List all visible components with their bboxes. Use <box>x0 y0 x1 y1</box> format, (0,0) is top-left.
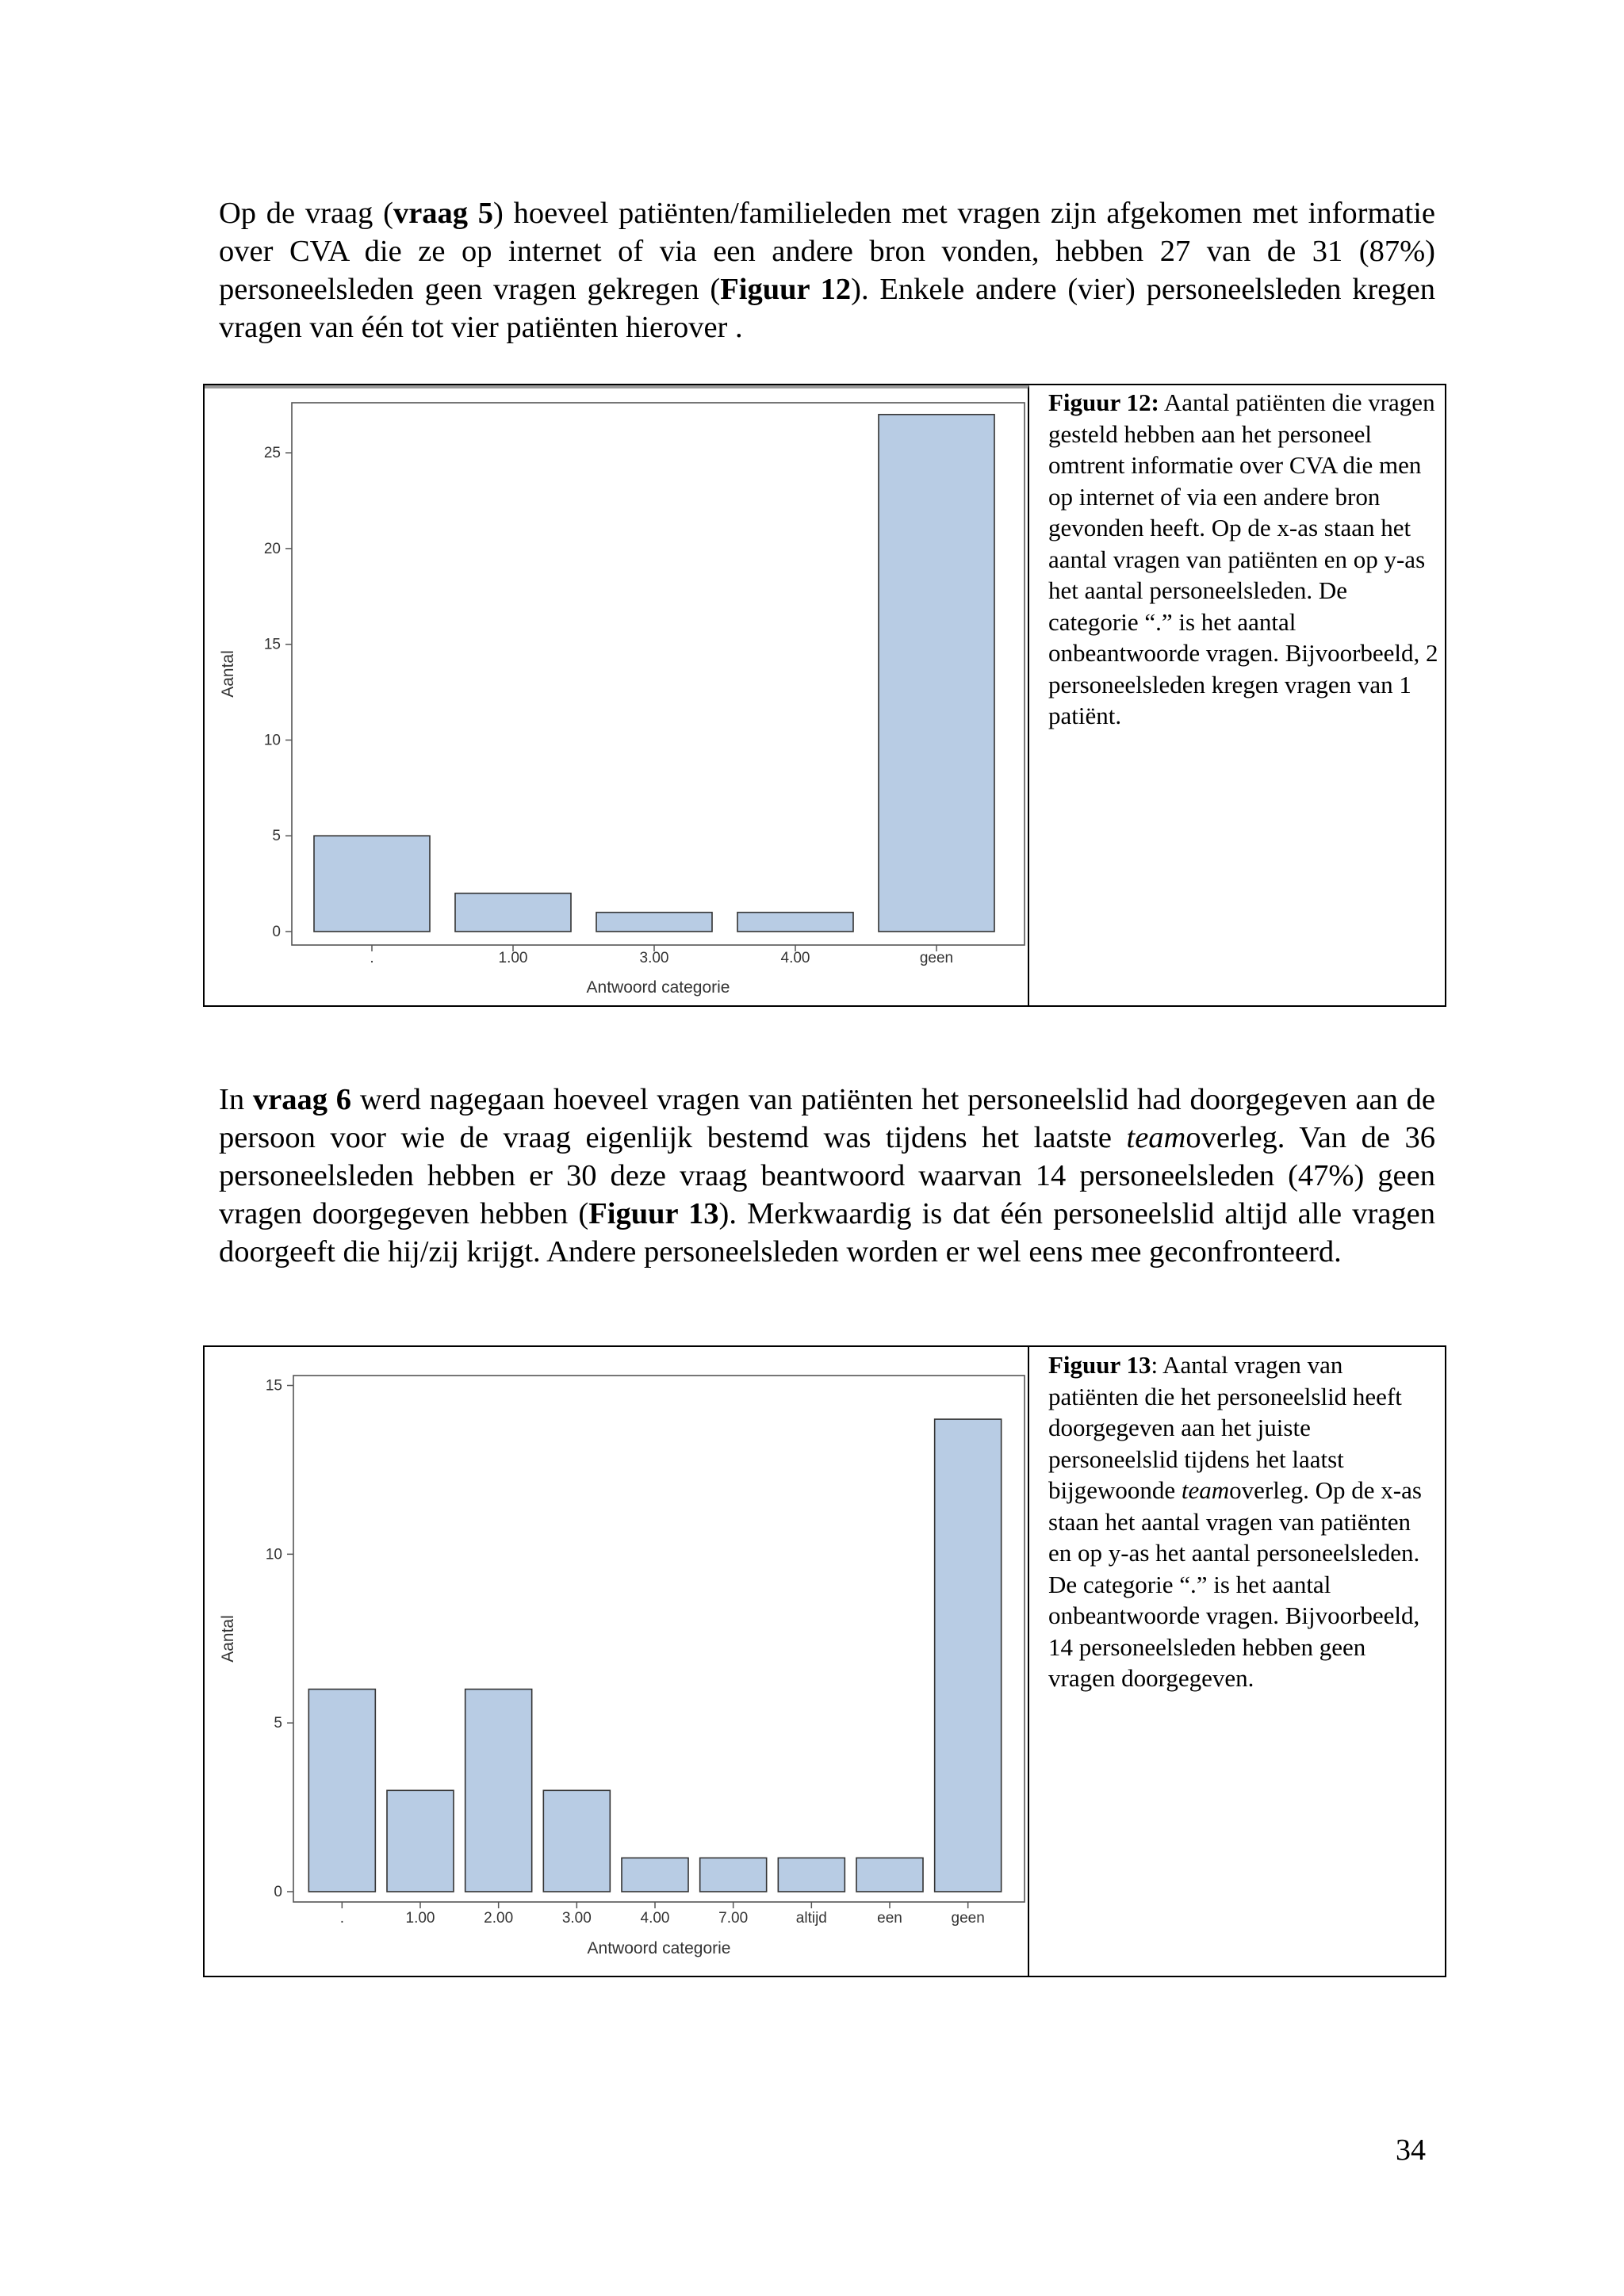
y-axis-label: Aantal <box>219 650 237 698</box>
x-axis-label: Antwoord categorie <box>587 1939 731 1957</box>
y-tick-label: 25 <box>263 445 281 462</box>
x-tick-label: 1.00 <box>405 1910 435 1927</box>
figure-13-bar-chart <box>205 1347 1026 1976</box>
y-tick-label: 15 <box>263 636 281 653</box>
text: ) hoeveel patiënten/familieleden met vragen zijn afgekomen met informatie over CVA die ze op internet of via een andere bron vonden, hebben 27 van de 31 (87%) personeelsleden geen vragen gekregen ( <box>219 197 1435 306</box>
bar <box>596 913 712 932</box>
text: Op de vraag ( <box>219 197 393 230</box>
text: ). Enkele andere (vier) personeelsleden kregen vragen van één tot vier patiënten hierover . <box>219 273 1435 344</box>
bar <box>935 1419 1002 1892</box>
x-axis-label: Antwoord categorie <box>586 978 730 997</box>
x-tick-label: 4.00 <box>780 950 810 966</box>
x-tick-label: 4.00 <box>640 1910 670 1927</box>
figure-reference: Figuur 13 <box>588 1197 719 1230</box>
bar <box>622 1858 688 1892</box>
y-tick-label: 5 <box>272 828 281 845</box>
caption-text: Aantal patiënten die vragen gesteld hebben aan het personeel omtrent informatie over CVA die men op internet of via een andere bron gevonden heeft. Op de x-as staan het aantal vragen van patiënten en op y-as het aantal personeelsleden. De categorie “.” is het aantal onbeantwoorde vragen. Bijvoorbeeld, 2 personeelsleden kregen vragen van 1 patiënt. <box>1048 388 1438 729</box>
y-tick-label: 10 <box>263 732 281 749</box>
figure-12-chart-area <box>205 385 1029 1005</box>
x-tick-label: 3.00 <box>639 950 669 966</box>
caption-label: Figuur 13 <box>1048 1351 1151 1379</box>
figure-13-caption <box>1048 1349 1438 1694</box>
caption-italic-text: team <box>1181 1476 1230 1504</box>
figure-13-chart-area <box>205 1347 1029 1976</box>
y-tick-label: 5 <box>274 1715 282 1732</box>
figure-13 <box>203 1345 1446 1977</box>
text: werd nagegaan hoeveel vragen van patiënten het personeelslid had doorgegeven aan de persoon voor wie de vraag eigenlijk bestemd was tijdens het laatste <box>219 1083 1435 1154</box>
figure-12-caption <box>1048 387 1438 732</box>
paragraph-vraag-6 <box>219 1081 1435 1271</box>
bar <box>455 894 571 932</box>
bar <box>879 415 994 932</box>
bar <box>700 1858 767 1892</box>
bold-text: vraag 6 <box>252 1083 352 1116</box>
bar <box>737 913 853 932</box>
text: ). Merkwaardig is dat één personeelslid altijd alle vragen doorgeeft die hij/zij krijgt. Andere personeelsleden worden er wel eens mee geconfronteerd. <box>219 1197 1435 1269</box>
y-tick-label: 0 <box>272 924 281 940</box>
text: In <box>219 1083 253 1116</box>
x-tick-label: 3.00 <box>561 1910 592 1927</box>
x-tick-label: . <box>339 1910 344 1927</box>
y-tick-label: 20 <box>263 540 281 557</box>
x-tick-label: . <box>370 950 374 966</box>
x-tick-label: 1.00 <box>498 950 528 966</box>
bar <box>387 1790 454 1892</box>
caption-text: : Aantal vragen van patiënten die het personeelslid heeft doorgegeven aan het juiste personeelslid tijdens het laatst bijgewoonde <box>1048 1351 1402 1504</box>
italic-text: team <box>1126 1121 1186 1154</box>
text: overleg. Van de 36 personeelsleden hebben er 30 deze vraag beantwoord waarvan 14 personeelsleden (47%) geen vragen doorgegeven hebben ( <box>219 1121 1435 1230</box>
page-number: 34 <box>1396 2133 1426 2167</box>
figure-12-bar-chart <box>205 388 1026 1008</box>
figure-12 <box>203 384 1446 1007</box>
figure-reference: Figuur 12 <box>720 273 852 306</box>
y-tick-label: 15 <box>265 1377 282 1395</box>
caption-text: overleg. Op de x-as staan het aantal vragen van patiënten en op y-as het aantal personeelsleden. De categorie “.” is het aantal onbeantwoorde vragen. Bijvoorbeeld, 14 personeelsleden hebben geen vragen doorgegeven. <box>1048 1476 1422 1692</box>
x-tick-label: altijd <box>795 1910 827 1927</box>
x-tick-label: een <box>877 1910 902 1927</box>
y-tick-label: 0 <box>274 1884 282 1900</box>
x-tick-label: geen <box>919 950 954 966</box>
bar <box>543 1790 610 1892</box>
bar <box>778 1858 845 1892</box>
bar <box>856 1858 923 1892</box>
bold-text: vraag 5 <box>393 197 494 230</box>
paragraph-vraag-5 <box>219 194 1435 346</box>
bar <box>308 1689 375 1892</box>
x-tick-label: 2.00 <box>484 1910 514 1927</box>
bar <box>314 836 430 932</box>
y-tick-label: 10 <box>265 1546 282 1563</box>
bar <box>465 1689 532 1892</box>
x-tick-label: 7.00 <box>718 1910 749 1927</box>
x-tick-label: geen <box>951 1910 985 1927</box>
caption-label: Figuur 12: <box>1048 388 1159 416</box>
y-axis-label: Aantal <box>219 1615 237 1663</box>
